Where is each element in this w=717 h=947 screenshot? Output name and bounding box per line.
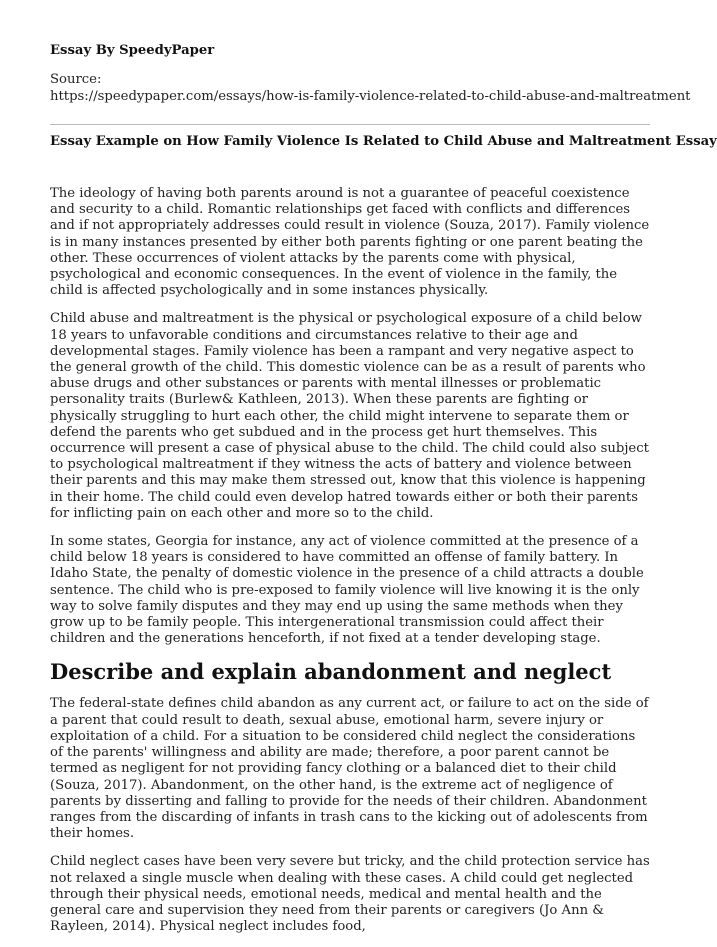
- paragraph: The federal-state defines child abandon as any current act, or failure to act on the side of a parent that could result to death, sexual abuse, emotional harm, severe injury or exploitation of a child. For a situation to be considered child neglect the considerations of the parents' willingness and ability are made; therefore, a poor parent cannot be termed as negligent for not providing fancy clothing or a balanced diet to their child (Souza, 2017). Abandonment, on the other hand, is the extreme act of negligence of parents by disserting and falling to provide for the needs of their children. Abandonment ranges from the discarding of infants in trash cans to the kicking out of adolescents from their homes.: [50, 696, 649, 842]
- essay-body: [50, 186, 650, 947]
- document-header: [50, 42, 691, 105]
- paragraph: The ideology of having both parents around is not a guarantee of peaceful coexistence and security to a child. Romantic relationships get faced with conflicts and differences and if not appropriately addresses could result in violence (Souza, 2017). Family violence is in many instances presented by either both parents fighting or one parent beating the other. These occurrences of violent attacks by the parents come with physical, psychological and economic consequences. In the event of violence in the family, the child is affected psychologically and in some instances physically.: [50, 186, 650, 299]
- source-url[interactable]: https://speedypaper.com/essays/how-is-family-violence-related-to-child-abuse-and-maltreatment: [50, 89, 691, 104]
- site-title: Essay By SpeedyPaper: [50, 43, 215, 58]
- paragraph: In some states, Georgia for instance, any act of violence committed at the presence of a child below 18 years is considered to have committed an offense of family battery. In Idaho State, the penalty of domestic violence in the presence of a child attracts a double sentence. The child who is pre-exposed to family violence will live knowing it is the only way to solve family disputes and they may end up using the same methods when they grow up to be family people. This intergenerational transmission could affect their children and the generations henceforth, if not fixed at a tender developing stage.: [50, 534, 644, 647]
- header-divider: [50, 124, 650, 125]
- essay-title: Essay Example on How Family Violence Is Related to Child Abuse and Maltreatment Essay: [50, 134, 717, 149]
- section-heading: Describe and explain abandonment and neglect: [50, 659, 612, 685]
- source-label: Source:: [50, 72, 102, 87]
- paragraph: Child neglect cases have been very severe but tricky, and the child protection service has not relaxed a single muscle when dealing with these cases. A child could get neglected through their physical needs, emotional needs, medical and mental health and the general care and supervision they need from their parents or caregivers (Jo Ann & Rayleen, 2014). Physical neglect includes food,: [50, 854, 650, 935]
- paragraph: Child abuse and maltreatment is the physical or psychological exposure of a child below 18 years to unfavorable conditions and circumstances relative to their age and developmental stages. Family violence has been a rampant and very negative aspect to the general growth of the child. This domestic violence can be as a result of parents who abuse drugs and other substances or parents with mental illnesses or problematic personality traits (Burlew& Kathleen, 2013). When these parents are fighting or physically struggling to hurt each other, the child might intervene to separate them or defend the parents who get subdued and in the process get hurt themselves. This occurrence will present a case of physical abuse to the child. The child could also subject to psychological maltreatment if they witness the acts of battery and violence between their parents and this may make them stressed out, know that this violence is happening in their home. The child could even develop hatred towards either or both their parents for inflicting pain on each other and more so to the child.: [50, 311, 649, 521]
